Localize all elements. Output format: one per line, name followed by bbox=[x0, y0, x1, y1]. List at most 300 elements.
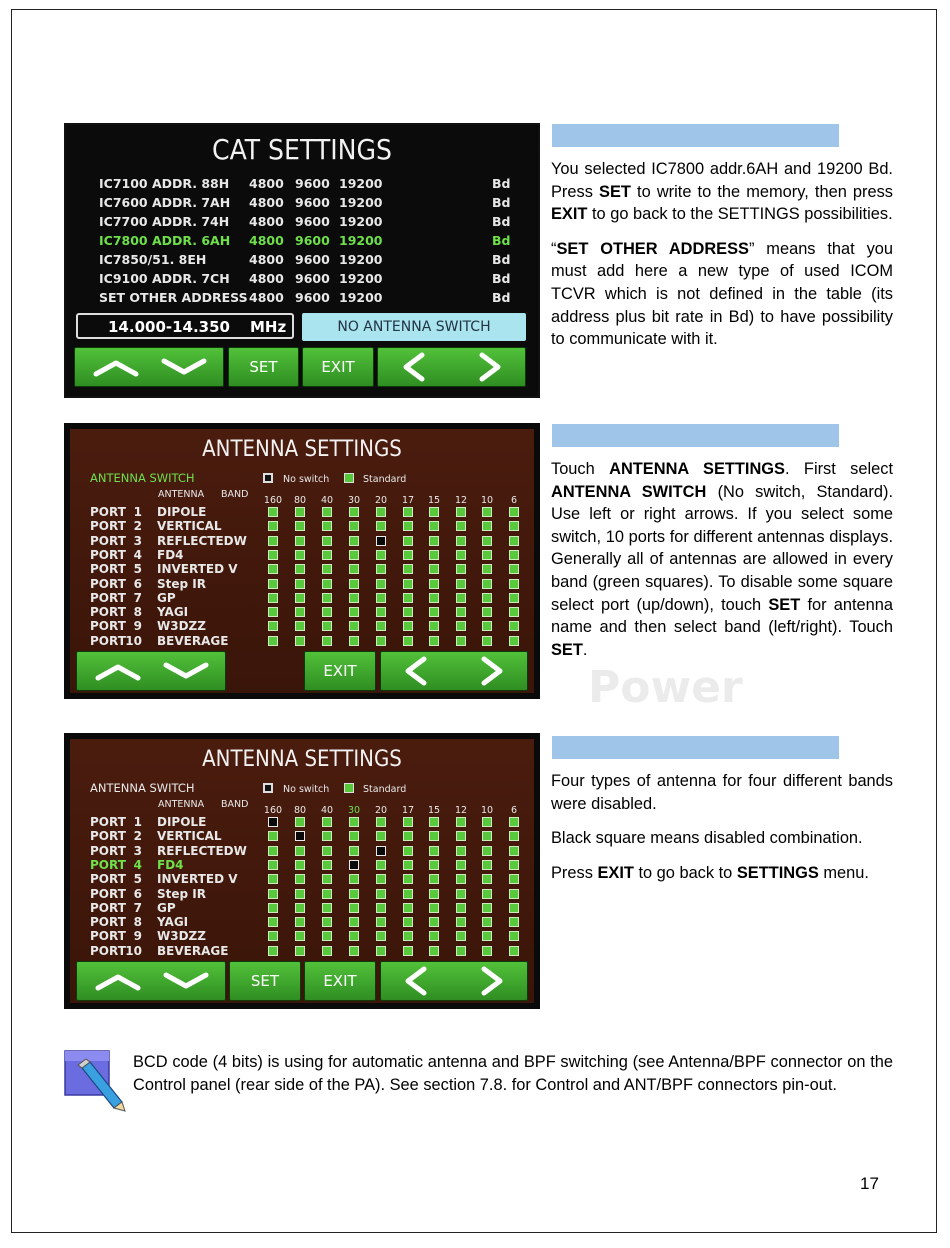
enabled-band-cell[interactable] bbox=[482, 521, 492, 531]
enabled-band-cell[interactable] bbox=[295, 903, 305, 913]
enabled-band-cell[interactable] bbox=[456, 593, 466, 603]
port-label: PORT bbox=[90, 605, 126, 620]
enabled-band-cell[interactable] bbox=[403, 931, 413, 941]
enabled-band-cell[interactable] bbox=[295, 607, 305, 617]
antenna-name: REFLECTEDW bbox=[157, 533, 247, 548]
enabled-band-cell[interactable] bbox=[482, 593, 492, 603]
port-label: PORT bbox=[90, 929, 126, 944]
cat-row[interactable] bbox=[99, 233, 514, 251]
enabled-band-cell[interactable] bbox=[482, 550, 492, 560]
band-header: 17 bbox=[401, 805, 415, 816]
enabled-band-cell[interactable] bbox=[403, 593, 413, 603]
enabled-band-cell[interactable] bbox=[349, 507, 359, 517]
antenna-name: YAGI bbox=[157, 605, 189, 620]
enabled-band-cell[interactable] bbox=[456, 874, 466, 884]
enabled-band-cell[interactable] bbox=[429, 536, 439, 546]
enabled-band-cell[interactable] bbox=[456, 917, 466, 927]
enabled-band-cell[interactable] bbox=[349, 917, 359, 927]
enabled-band-cell[interactable] bbox=[403, 917, 413, 927]
enabled-band-cell[interactable] bbox=[376, 874, 386, 884]
enabled-band-cell[interactable] bbox=[482, 874, 492, 884]
enabled-band-cell[interactable] bbox=[349, 607, 359, 617]
cat-row[interactable] bbox=[99, 195, 514, 213]
enabled-band-cell[interactable] bbox=[429, 831, 439, 841]
band-column-header: BAND bbox=[221, 489, 249, 500]
enabled-band-cell[interactable] bbox=[429, 564, 439, 574]
enabled-band-cell[interactable] bbox=[456, 636, 466, 646]
enabled-band-cell[interactable] bbox=[349, 579, 359, 589]
enabled-band-cell[interactable] bbox=[295, 917, 305, 927]
enabled-band-cell[interactable] bbox=[403, 636, 413, 646]
enabled-band-cell[interactable] bbox=[482, 889, 492, 899]
enabled-band-cell[interactable] bbox=[268, 636, 278, 646]
enabled-band-cell[interactable] bbox=[403, 903, 413, 913]
enabled-band-cell[interactable] bbox=[456, 550, 466, 560]
frequency-display bbox=[76, 313, 294, 339]
enabled-band-cell[interactable] bbox=[456, 579, 466, 589]
enabled-band-cell[interactable] bbox=[268, 621, 278, 631]
enabled-band-cell[interactable] bbox=[349, 846, 359, 856]
band-header: 20 bbox=[374, 805, 388, 816]
enabled-band-cell[interactable] bbox=[322, 917, 332, 927]
port-number: 4 bbox=[133, 857, 142, 872]
enabled-band-cell[interactable] bbox=[349, 903, 359, 913]
enabled-band-cell[interactable] bbox=[376, 889, 386, 899]
enabled-band-cell[interactable] bbox=[376, 607, 386, 617]
enabled-band-cell[interactable] bbox=[295, 521, 305, 531]
exit-button[interactable]: EXIT bbox=[304, 651, 376, 691]
enabled-band-cell[interactable] bbox=[268, 903, 278, 913]
band-header: 10 bbox=[480, 495, 494, 506]
enabled-band-cell[interactable] bbox=[482, 621, 492, 631]
antenna-name: INVERTED V bbox=[157, 872, 238, 887]
port-number: 2 bbox=[133, 829, 142, 844]
antenna-settings-title: ANTENNA SETTINGS bbox=[202, 437, 402, 462]
enabled-band-cell[interactable] bbox=[429, 636, 439, 646]
enabled-band-cell[interactable] bbox=[268, 536, 278, 546]
enabled-band-cell[interactable] bbox=[322, 621, 332, 631]
antenna-settings-description bbox=[551, 458, 893, 673]
enabled-band-cell[interactable] bbox=[482, 903, 492, 913]
enabled-band-cell[interactable] bbox=[295, 550, 305, 560]
enabled-band-cell[interactable] bbox=[456, 860, 466, 870]
enabled-band-cell[interactable] bbox=[295, 636, 305, 646]
enabled-band-cell[interactable] bbox=[509, 817, 519, 827]
enabled-band-cell[interactable] bbox=[295, 874, 305, 884]
enabled-band-cell[interactable] bbox=[509, 917, 519, 927]
enabled-band-cell[interactable] bbox=[482, 831, 492, 841]
enabled-band-cell[interactable] bbox=[268, 507, 278, 517]
enabled-band-cell[interactable] bbox=[456, 536, 466, 546]
enabled-band-cell[interactable] bbox=[509, 931, 519, 941]
tcvr-address: IC7700 ADDR. 74H bbox=[99, 214, 230, 229]
disabled-band-cell[interactable] bbox=[376, 536, 386, 546]
enabled-band-cell[interactable] bbox=[403, 621, 413, 631]
enabled-band-cell[interactable] bbox=[349, 593, 359, 603]
enabled-band-cell[interactable] bbox=[295, 846, 305, 856]
band-header: 6 bbox=[510, 805, 518, 816]
enabled-band-cell[interactable] bbox=[376, 946, 386, 956]
enabled-band-cell[interactable] bbox=[376, 593, 386, 603]
enabled-band-cell[interactable] bbox=[322, 831, 332, 841]
enabled-band-cell[interactable] bbox=[349, 621, 359, 631]
enabled-band-cell[interactable] bbox=[268, 860, 278, 870]
enabled-band-cell[interactable] bbox=[295, 579, 305, 589]
enabled-band-cell[interactable] bbox=[349, 817, 359, 827]
port-number: 5 bbox=[133, 562, 142, 577]
enabled-band-cell[interactable] bbox=[482, 636, 492, 646]
enabled-band-cell[interactable] bbox=[322, 550, 332, 560]
enabled-band-cell[interactable] bbox=[322, 607, 332, 617]
up-down-button[interactable] bbox=[76, 961, 226, 1001]
enabled-band-cell[interactable] bbox=[268, 889, 278, 899]
set-button[interactable]: SET bbox=[229, 961, 301, 1001]
band-header: 160 bbox=[263, 805, 283, 816]
enabled-band-cell[interactable] bbox=[509, 874, 519, 884]
enabled-band-cell[interactable] bbox=[403, 564, 413, 574]
enabled-band-cell[interactable] bbox=[456, 564, 466, 574]
port-number: 7 bbox=[133, 590, 142, 605]
enabled-band-cell[interactable] bbox=[376, 831, 386, 841]
watermark: Power bbox=[588, 662, 743, 713]
antenna-name: DIPOLE bbox=[157, 505, 207, 519]
disabled-band-cell[interactable] bbox=[268, 817, 278, 827]
baud-unit: Bd bbox=[492, 271, 511, 286]
enabled-band-cell[interactable] bbox=[295, 621, 305, 631]
enabled-band-cell[interactable] bbox=[295, 860, 305, 870]
enabled-band-cell[interactable] bbox=[376, 579, 386, 589]
baud-9600: 9600 bbox=[295, 290, 330, 305]
enabled-band-cell[interactable] bbox=[322, 889, 332, 899]
section-bar-3 bbox=[552, 736, 839, 759]
cat-row[interactable] bbox=[99, 214, 514, 232]
band-header: 12 bbox=[454, 495, 468, 506]
enabled-band-cell[interactable] bbox=[482, 846, 492, 856]
enabled-band-cell[interactable] bbox=[268, 946, 278, 956]
enabled-band-cell[interactable] bbox=[509, 521, 519, 531]
enabled-band-cell[interactable] bbox=[322, 931, 332, 941]
enabled-band-cell[interactable] bbox=[482, 917, 492, 927]
band-header: 40 bbox=[320, 805, 334, 816]
enabled-band-cell[interactable] bbox=[429, 946, 439, 956]
enabled-band-cell[interactable] bbox=[429, 550, 439, 560]
disabled-combinations-description bbox=[551, 770, 893, 896]
tcvr-address: IC7600 ADDR. 7AH bbox=[99, 195, 231, 210]
enabled-band-cell[interactable] bbox=[349, 550, 359, 560]
enabled-band-cell[interactable] bbox=[268, 550, 278, 560]
enabled-band-cell[interactable] bbox=[349, 636, 359, 646]
enabled-band-cell[interactable] bbox=[509, 593, 519, 603]
enabled-band-cell[interactable] bbox=[509, 536, 519, 546]
enabled-band-cell[interactable] bbox=[376, 621, 386, 631]
baud-19200: 19200 bbox=[339, 271, 383, 286]
standard-checkbox[interactable] bbox=[344, 783, 354, 793]
disabled-band-cell[interactable] bbox=[376, 846, 386, 856]
enabled-band-cell[interactable] bbox=[482, 817, 492, 827]
enabled-band-cell[interactable] bbox=[376, 917, 386, 927]
enabled-band-cell[interactable] bbox=[376, 931, 386, 941]
enabled-band-cell[interactable] bbox=[482, 579, 492, 589]
enabled-band-cell[interactable] bbox=[322, 946, 332, 956]
enabled-band-cell[interactable] bbox=[509, 550, 519, 560]
no-switch-checkbox[interactable] bbox=[263, 783, 273, 793]
enabled-band-cell[interactable] bbox=[322, 860, 332, 870]
antenna-name: BEVERAGE bbox=[157, 633, 229, 648]
enabled-band-cell[interactable] bbox=[376, 817, 386, 827]
up-down-button[interactable] bbox=[74, 347, 224, 387]
enabled-band-cell[interactable] bbox=[268, 579, 278, 589]
enabled-band-cell[interactable] bbox=[482, 507, 492, 517]
enabled-band-cell[interactable] bbox=[403, 521, 413, 531]
port-label: PORT bbox=[90, 633, 126, 648]
enabled-band-cell[interactable] bbox=[509, 946, 519, 956]
enabled-band-cell[interactable] bbox=[429, 521, 439, 531]
frequency-unit: MHz bbox=[250, 318, 287, 336]
enabled-band-cell[interactable] bbox=[403, 946, 413, 956]
enabled-band-cell[interactable] bbox=[376, 636, 386, 646]
enabled-band-cell[interactable] bbox=[268, 521, 278, 531]
enabled-band-cell[interactable] bbox=[403, 607, 413, 617]
enabled-band-cell[interactable] bbox=[509, 860, 519, 870]
left-right-button[interactable] bbox=[380, 651, 528, 691]
enabled-band-cell[interactable] bbox=[268, 831, 278, 841]
enabled-band-cell[interactable] bbox=[268, 607, 278, 617]
enabled-band-cell[interactable] bbox=[349, 521, 359, 531]
enabled-band-cell[interactable] bbox=[456, 621, 466, 631]
enabled-band-cell[interactable] bbox=[268, 917, 278, 927]
enabled-band-cell[interactable] bbox=[322, 903, 332, 913]
enabled-band-cell[interactable] bbox=[403, 831, 413, 841]
enabled-band-cell[interactable] bbox=[376, 521, 386, 531]
band-header: 40 bbox=[320, 495, 334, 506]
cat-settings-screen bbox=[64, 123, 540, 398]
enabled-band-cell[interactable] bbox=[268, 931, 278, 941]
enabled-band-cell[interactable] bbox=[456, 903, 466, 913]
no-switch-checkbox[interactable] bbox=[263, 473, 273, 483]
port-number: 6 bbox=[133, 576, 142, 591]
enabled-band-cell[interactable] bbox=[429, 621, 439, 631]
up-down-arrows-icon bbox=[86, 659, 216, 683]
enabled-band-cell[interactable] bbox=[349, 536, 359, 546]
enabled-band-cell[interactable] bbox=[403, 579, 413, 589]
enabled-band-cell[interactable] bbox=[509, 607, 519, 617]
enabled-band-cell[interactable] bbox=[482, 931, 492, 941]
left-right-arrows-icon bbox=[389, 966, 519, 996]
enabled-band-cell[interactable] bbox=[456, 946, 466, 956]
antenna-name: INVERTED V bbox=[157, 562, 238, 577]
band-header: 30 bbox=[347, 805, 361, 816]
enabled-band-cell[interactable] bbox=[509, 636, 519, 646]
enabled-band-cell[interactable] bbox=[295, 593, 305, 603]
enabled-band-cell[interactable] bbox=[456, 831, 466, 841]
port-label: PORT bbox=[90, 619, 126, 634]
enabled-band-cell[interactable] bbox=[429, 889, 439, 899]
port-label: PORT bbox=[90, 857, 126, 872]
enabled-band-cell[interactable] bbox=[295, 817, 305, 827]
port-label: PORT bbox=[90, 943, 126, 958]
antenna-switch-label: ANTENNA SWITCH bbox=[90, 781, 195, 795]
enabled-band-cell[interactable] bbox=[429, 917, 439, 927]
baud-9600: 9600 bbox=[295, 252, 330, 267]
enabled-band-cell[interactable] bbox=[268, 846, 278, 856]
enabled-band-cell[interactable] bbox=[322, 521, 332, 531]
enabled-band-cell[interactable] bbox=[429, 817, 439, 827]
cat-row[interactable] bbox=[99, 290, 514, 308]
enabled-band-cell[interactable] bbox=[482, 536, 492, 546]
disabled-band-cell[interactable] bbox=[349, 860, 359, 870]
enabled-band-cell[interactable] bbox=[429, 860, 439, 870]
port-label: PORT bbox=[90, 915, 126, 930]
enabled-band-cell[interactable] bbox=[322, 846, 332, 856]
band-header: 160 bbox=[263, 495, 283, 506]
enabled-band-cell[interactable] bbox=[295, 946, 305, 956]
enabled-band-cell[interactable] bbox=[482, 946, 492, 956]
enabled-band-cell[interactable] bbox=[429, 846, 439, 856]
baud-4800: 4800 bbox=[249, 176, 284, 191]
enabled-band-cell[interactable] bbox=[403, 817, 413, 827]
enabled-band-cell[interactable] bbox=[268, 874, 278, 884]
port-number: 5 bbox=[133, 872, 142, 887]
antenna-name: W3DZZ bbox=[157, 619, 206, 634]
antenna-name: REFLECTEDW bbox=[157, 843, 247, 858]
enabled-band-cell[interactable] bbox=[268, 564, 278, 574]
enabled-band-cell[interactable] bbox=[295, 889, 305, 899]
enabled-band-cell[interactable] bbox=[456, 817, 466, 827]
exit-button[interactable]: EXIT bbox=[302, 347, 374, 387]
enabled-band-cell[interactable] bbox=[376, 860, 386, 870]
enabled-band-cell[interactable] bbox=[349, 931, 359, 941]
enabled-band-cell[interactable] bbox=[509, 889, 519, 899]
enabled-band-cell[interactable] bbox=[295, 931, 305, 941]
antenna-name: Step IR bbox=[157, 576, 206, 591]
enabled-band-cell[interactable] bbox=[429, 579, 439, 589]
baud-9600: 9600 bbox=[295, 233, 330, 248]
antenna-name: YAGI bbox=[157, 915, 189, 930]
port-number: 6 bbox=[133, 886, 142, 901]
enabled-band-cell[interactable] bbox=[429, 874, 439, 884]
port-number: 8 bbox=[133, 915, 142, 930]
enabled-band-cell[interactable] bbox=[509, 621, 519, 631]
enabled-band-cell[interactable] bbox=[322, 817, 332, 827]
enabled-band-cell[interactable] bbox=[429, 903, 439, 913]
enabled-band-cell[interactable] bbox=[456, 889, 466, 899]
enabled-band-cell[interactable] bbox=[509, 564, 519, 574]
baud-unit: Bd bbox=[492, 176, 511, 191]
antenna-column-header: ANTENNA bbox=[158, 799, 205, 810]
enabled-band-cell[interactable] bbox=[295, 507, 305, 517]
enabled-band-cell[interactable] bbox=[403, 536, 413, 546]
disabled-band-cell[interactable] bbox=[295, 831, 305, 841]
enabled-band-cell[interactable] bbox=[403, 874, 413, 884]
port-number: 3 bbox=[133, 843, 142, 858]
enabled-band-cell[interactable] bbox=[295, 536, 305, 546]
enabled-band-cell[interactable] bbox=[322, 579, 332, 589]
enabled-band-cell[interactable] bbox=[403, 860, 413, 870]
note-pencil-icon bbox=[64, 1050, 126, 1112]
enabled-band-cell[interactable] bbox=[376, 903, 386, 913]
enabled-band-cell[interactable] bbox=[456, 521, 466, 531]
enabled-band-cell[interactable] bbox=[322, 536, 332, 546]
standard-checkbox[interactable] bbox=[344, 473, 354, 483]
enabled-band-cell[interactable] bbox=[268, 593, 278, 603]
cat-row[interactable] bbox=[99, 271, 514, 289]
paragraph: Touch ANTENNA SETTINGS. First select ANTENNA SWITCH (No switch, Standard). Use left or right arrows. If you select some switch, 10 ports for different antennas displays. Generally all of antennas are allowed in every band (green squares). To disable some square select port (up/down), touch SET for antenna name and then select band (left/right). Touch SET. bbox=[551, 460, 894, 659]
antenna-switch-status: NO ANTENNA SWITCH bbox=[302, 313, 526, 341]
enabled-band-cell[interactable] bbox=[456, 931, 466, 941]
antenna-name: Step IR bbox=[157, 886, 206, 901]
left-right-button[interactable] bbox=[377, 347, 526, 387]
up-down-arrows-icon bbox=[86, 969, 216, 993]
enabled-band-cell[interactable] bbox=[509, 846, 519, 856]
enabled-band-cell[interactable] bbox=[376, 564, 386, 574]
enabled-band-cell[interactable] bbox=[429, 607, 439, 617]
enabled-band-cell[interactable] bbox=[295, 564, 305, 574]
enabled-band-cell[interactable] bbox=[349, 564, 359, 574]
enabled-band-cell[interactable] bbox=[349, 946, 359, 956]
set-button[interactable]: SET bbox=[228, 347, 299, 387]
enabled-band-cell[interactable] bbox=[322, 593, 332, 603]
no-switch-label: No switch bbox=[283, 474, 330, 485]
band-column-header: BAND bbox=[221, 799, 249, 810]
enabled-band-cell[interactable] bbox=[456, 507, 466, 517]
port-label: PORT bbox=[90, 815, 126, 829]
band-header: 10 bbox=[480, 805, 494, 816]
enabled-band-cell[interactable] bbox=[403, 550, 413, 560]
port-label: PORT bbox=[90, 547, 126, 562]
enabled-band-cell[interactable] bbox=[403, 889, 413, 899]
enabled-band-cell[interactable] bbox=[349, 889, 359, 899]
enabled-band-cell[interactable] bbox=[509, 903, 519, 913]
enabled-band-cell[interactable] bbox=[509, 831, 519, 841]
tcvr-address: IC9100 ADDR. 7CH bbox=[99, 271, 230, 286]
antenna-name: W3DZZ bbox=[157, 929, 206, 944]
tcvr-address: SET OTHER ADDRESS bbox=[99, 290, 248, 305]
enabled-band-cell[interactable] bbox=[403, 846, 413, 856]
enabled-band-cell[interactable] bbox=[482, 564, 492, 574]
enabled-band-cell[interactable] bbox=[429, 931, 439, 941]
enabled-band-cell[interactable] bbox=[322, 874, 332, 884]
enabled-band-cell[interactable] bbox=[456, 846, 466, 856]
port-number: 3 bbox=[133, 533, 142, 548]
enabled-band-cell[interactable] bbox=[322, 507, 332, 517]
enabled-band-cell[interactable] bbox=[429, 507, 439, 517]
cat-row[interactable] bbox=[99, 176, 514, 194]
port-number: 1 bbox=[133, 815, 142, 829]
enabled-band-cell[interactable] bbox=[322, 564, 332, 574]
exit-button[interactable]: EXIT bbox=[304, 961, 376, 1001]
enabled-band-cell[interactable] bbox=[322, 636, 332, 646]
enabled-band-cell[interactable] bbox=[509, 507, 519, 517]
enabled-band-cell[interactable] bbox=[376, 507, 386, 517]
left-right-button[interactable] bbox=[380, 961, 528, 1001]
enabled-band-cell[interactable] bbox=[456, 607, 466, 617]
enabled-band-cell[interactable] bbox=[482, 860, 492, 870]
enabled-band-cell[interactable] bbox=[509, 579, 519, 589]
port-label: PORT bbox=[90, 562, 126, 577]
enabled-band-cell[interactable] bbox=[482, 607, 492, 617]
cat-row[interactable] bbox=[99, 252, 514, 270]
enabled-band-cell[interactable] bbox=[349, 831, 359, 841]
paragraph: Four types of antenna for four different bands were disabled. bbox=[551, 772, 893, 813]
port-label: PORT bbox=[90, 576, 126, 591]
band-header: 20 bbox=[374, 495, 388, 506]
enabled-band-cell[interactable] bbox=[349, 874, 359, 884]
enabled-band-cell[interactable] bbox=[429, 593, 439, 603]
up-down-button[interactable] bbox=[76, 651, 226, 691]
enabled-band-cell[interactable] bbox=[403, 507, 413, 517]
baud-9600: 9600 bbox=[295, 271, 330, 286]
enabled-band-cell[interactable] bbox=[376, 550, 386, 560]
